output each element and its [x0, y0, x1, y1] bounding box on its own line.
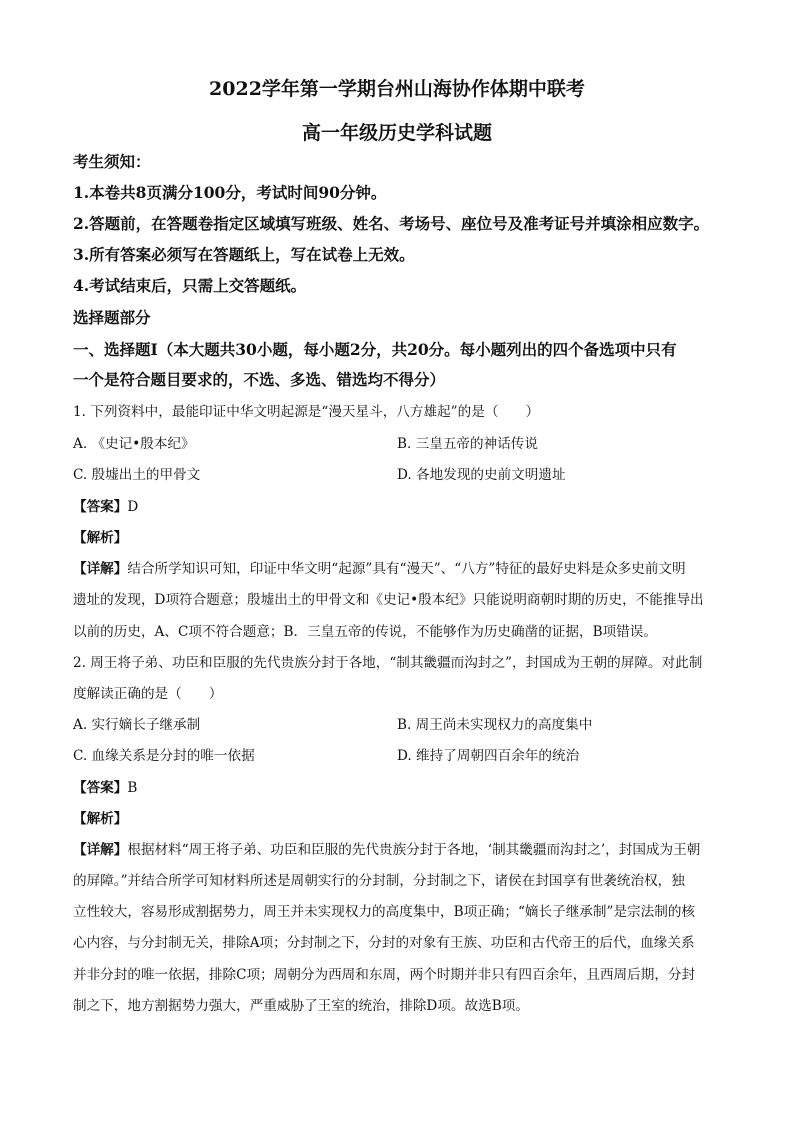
q1-option-b: B. 三皇五帝的神话传说: [397, 436, 538, 452]
notice-item-1: 1.本卷共8页满分100分，考试时间90分钟。: [73, 183, 387, 202]
notice-item-3: 3.所有答案必须写在答题纸上，写在试卷上无效。: [73, 245, 415, 264]
q1-detail-text-1: 结合所学知识可知，印证中华文明“起源”具有“漫天”、“八方”特征的最好史料是众多史前文明: [127, 561, 686, 577]
notice-item-2: 2.答题前，在答题卷指定区域填写班级、姓名、考场号、座位号及准考证号并填涂相应数字。: [73, 214, 710, 233]
q2-detail-line-5: 并非分封的唯一依据，排除C项；周朝分为西周和东周，两个时期并非只有四百余年，且西周后期，分封: [73, 967, 696, 983]
exam-title: 2022学年第一学期台州山海协作体期中联考: [209, 78, 585, 100]
q2-analysis-label: 【解析】: [73, 811, 128, 827]
q2-option-d: D. 维持了周朝四百余年的统治: [397, 748, 580, 764]
section-heading-line-1: 一、选择题Ⅰ（本大题共30小题，每小题2分，共20分。每小题列出的四个备选项中只有: [73, 340, 677, 359]
q2-option-c: C. 血缘关系是分封的唯一依据: [73, 748, 255, 764]
q1-option-c: C. 殷墟出土的甲骨文: [73, 467, 201, 483]
q2-analysis-tag: [73, 807, 733, 827]
q2-detail-text-1: 根据材料“周王将子弟、功臣和臣服的先代贵族分封于各地，‘制其畿疆而沟封之’，封国成为王朝: [127, 842, 701, 858]
q2-option-a: A. 实行嫡长子继承制: [73, 717, 201, 733]
q1-answer-tag: 【答案】: [73, 499, 128, 515]
q1-detail-line-2: 遗址的发现，D项符合题意；殷墟出土的甲骨文和《史记•殷本纪》只能说明商朝时期的历史，不能推导出: [73, 592, 704, 608]
q2-option-b: B. 周王尚未实现权力的高度集中: [397, 717, 593, 733]
q1-analysis-label: 【解析】: [73, 530, 128, 546]
q1-answer: [73, 495, 733, 515]
q2-stem-line-1: 2. 周王将子弟、功臣和臣服的先代贵族分封于各地，“制其畿疆而沟封之”，封国成为王朝的屏障。对此制: [73, 655, 703, 671]
q1-detail-line-1: [73, 557, 733, 577]
q2-detail-tag: 【详解】: [73, 842, 128, 858]
q2-answer-value: B: [127, 780, 138, 796]
q2-answer-tag: 【答案】: [73, 780, 128, 796]
notice-heading: 考生须知：: [73, 152, 151, 171]
q1-option-a: A. 《史记•殷本纪》: [73, 436, 195, 452]
q2-detail-line-2: 的屏障。”并结合所学可知材料所述是周朝实行的分封制，分封制之下，诸侯在封国享有世袭统治权，独: [73, 873, 685, 889]
q2-stem-line-2: 度解读正确的是（ ）: [73, 686, 223, 702]
notice-item-4: 4.考试结束后，只需上交答题纸。: [73, 276, 307, 295]
q1-answer-value: D: [127, 499, 139, 515]
section-heading-line-2: 一个是符合题目要求的，不选、多选、错选均不得分）: [73, 370, 446, 389]
exam-subtitle: 高一年级历史学科试题: [301, 122, 492, 144]
q2-detail-line-3: 立性较大，容易形成割据势力，周王并未实现权力的高度集中，B项正确；“嫡长子继承制”是宗法制的核: [73, 904, 696, 920]
section-part: 选择题部分: [73, 308, 151, 327]
q2-detail-line-4: 心内容，与分封制无关，排除A项；分封制之下，分封的对象有王族、功臣和古代帝王的后代，血缘关系: [73, 935, 695, 951]
q2-detail-line-6: 制之下，地方割据势力强大，严重威胁了王室的统治，排除D项。故选B项。: [73, 998, 529, 1014]
q1-stem: 1. 下列资料中，最能印证中华文明起源是“漫天星斗，八方雄起”的是（ ）: [73, 404, 540, 420]
q1-detail-tag: 【详解】: [73, 561, 128, 577]
q1-analysis-tag: [73, 526, 733, 546]
q2-answer: [73, 776, 733, 796]
q1-detail-line-3: 以前的历史，A、C项不符合题意；B．三皇五帝的传说，不能够作为历史确凿的证据，B项错误。: [73, 624, 657, 640]
q2-detail-line-1: [73, 838, 733, 858]
q1-option-d: D. 各地发现的史前文明遗址: [397, 467, 566, 483]
